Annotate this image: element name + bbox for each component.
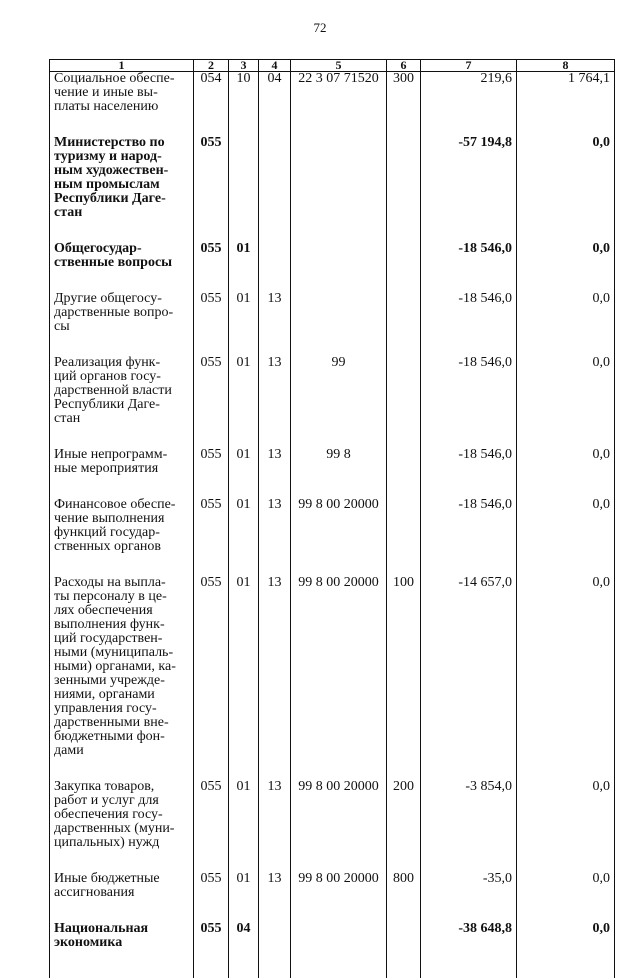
subsection-code-cell [259,922,291,950]
spacer-cell [50,900,194,922]
spacer-cell [291,270,387,292]
target-article-cell: 99 [291,356,387,426]
table-row [50,292,615,334]
ministry-code-cell: 055 [194,292,229,334]
amount-change-cell: -57 194,8 [421,136,517,220]
spacer-cell [259,220,291,242]
section-code-cell: 01 [229,356,259,426]
spacer-cell [291,426,387,448]
spacer-cell [421,114,517,136]
spacer-cell [517,900,615,922]
ministry-code-cell: 055 [194,872,229,900]
amount-col8-cell: 0,0 [517,780,615,850]
spacer-cell [517,758,615,780]
subsection-code-cell [259,136,291,220]
ministry-code-cell: 055 [194,922,229,950]
spacer-cell [50,950,194,978]
ministry-code-cell: 055 [194,242,229,270]
spacer-cell [229,114,259,136]
row-spacer [50,900,615,922]
spacer-cell [517,426,615,448]
spacer-cell [517,220,615,242]
budget-table [49,59,615,978]
target-article-cell [291,292,387,334]
spacer-cell [229,554,259,576]
spacer-cell [421,950,517,978]
amount-col8-cell: 0,0 [517,498,615,554]
item-name-cell: Министерство по туризму и народ- ным художествен- ным промыслам Республики Даге- стан [50,136,194,220]
row-spacer [50,554,615,576]
column-header-8: 8 [517,60,615,72]
spacer-cell [387,554,421,576]
spacer-cell [194,900,229,922]
amount-change-cell: 219,6 [421,72,517,115]
amount-change-cell: -18 546,0 [421,292,517,334]
section-code-cell: 01 [229,242,259,270]
spacer-cell [517,850,615,872]
row-spacer [50,476,615,498]
section-code-cell: 04 [229,922,259,950]
target-article-cell: 99 8 00 20000 [291,780,387,850]
spacer-cell [229,426,259,448]
spacer-cell [387,850,421,872]
spacer-cell [291,114,387,136]
subsection-code-cell: 13 [259,356,291,426]
spacer-cell [229,758,259,780]
spacer-cell [259,900,291,922]
amount-change-cell: -35,0 [421,872,517,900]
expense-type-cell [387,292,421,334]
spacer-cell [194,334,229,356]
item-name-cell: Другие общегосу- дарственные вопро- сы [50,292,194,334]
spacer-cell [259,554,291,576]
amount-col8-cell: 1 764,1 [517,72,615,115]
expense-type-cell [387,448,421,476]
amount-col8-cell: 0,0 [517,576,615,758]
spacer-cell [259,114,291,136]
spacer-cell [291,950,387,978]
item-name-cell: Реализация функ- ций органов госу- дарственной власти Республики Даге- стан [50,356,194,426]
table-row [50,576,615,758]
spacer-cell [421,476,517,498]
spacer-cell [194,220,229,242]
table-header [50,60,615,72]
section-code-cell: 01 [229,872,259,900]
spacer-cell [50,426,194,448]
spacer-cell [421,554,517,576]
spacer-cell [259,426,291,448]
header-row [50,60,615,72]
ministry-code-cell: 055 [194,780,229,850]
spacer-cell [50,554,194,576]
ministry-code-cell: 055 [194,576,229,758]
ministry-code-cell: 055 [194,356,229,426]
expense-type-cell [387,136,421,220]
expense-type-cell: 800 [387,872,421,900]
spacer-cell [387,220,421,242]
amount-col8-cell: 0,0 [517,136,615,220]
subsection-code-cell: 13 [259,498,291,554]
column-header-6: 6 [387,60,421,72]
expense-type-cell [387,242,421,270]
target-article-cell [291,242,387,270]
spacer-cell [291,758,387,780]
table-row [50,448,615,476]
column-header-3: 3 [229,60,259,72]
spacer-cell [194,114,229,136]
spacer-cell [50,270,194,292]
expense-type-cell [387,922,421,950]
section-code-cell: 01 [229,780,259,850]
amount-col8-cell: 0,0 [517,872,615,900]
column-header-5: 5 [291,60,387,72]
section-code-cell: 01 [229,498,259,554]
spacer-cell [50,334,194,356]
spacer-cell [421,850,517,872]
target-article-cell: 99 8 00 20000 [291,576,387,758]
table-row [50,72,615,115]
spacer-cell [194,850,229,872]
page-number: 72 [0,20,640,36]
column-header-2: 2 [194,60,229,72]
spacer-cell [194,554,229,576]
spacer-cell [517,554,615,576]
table-row [50,872,615,900]
item-name-cell: Финансовое обеспе- чение выполнения функций государ- ственных органов [50,498,194,554]
spacer-cell [229,334,259,356]
spacer-cell [259,476,291,498]
spacer-cell [421,426,517,448]
spacer-cell [50,220,194,242]
spacer-cell [421,334,517,356]
spacer-cell [387,270,421,292]
table-row [50,136,615,220]
expense-type-cell: 100 [387,576,421,758]
budget-table-container [49,59,614,849]
expense-type-cell: 200 [387,780,421,850]
spacer-cell [229,476,259,498]
expense-type-cell: 300 [387,72,421,115]
ministry-code-cell: 054 [194,72,229,115]
spacer-cell [517,114,615,136]
section-code-cell: 01 [229,292,259,334]
target-article-cell: 99 8 [291,448,387,476]
section-code-cell: 10 [229,72,259,115]
spacer-cell [421,758,517,780]
spacer-cell [517,950,615,978]
amount-change-cell: -3 854,0 [421,780,517,850]
spacer-cell [229,220,259,242]
spacer-cell [387,900,421,922]
item-name-cell: Закупка товаров, работ и услуг для обеспечения госу- дарственных (муни- ципальных) нужд [50,780,194,850]
spacer-cell [387,426,421,448]
spacer-cell [50,758,194,780]
subsection-code-cell: 13 [259,780,291,850]
target-article-cell [291,922,387,950]
amount-col8-cell: 0,0 [517,356,615,426]
spacer-cell [50,476,194,498]
amount-change-cell: -18 546,0 [421,356,517,426]
amount-change-cell: -18 546,0 [421,498,517,554]
expense-type-cell [387,498,421,554]
row-spacer [50,220,615,242]
spacer-cell [291,850,387,872]
spacer-cell [259,270,291,292]
spacer-cell [194,950,229,978]
spacer-cell [229,850,259,872]
spacer-cell [50,850,194,872]
spacer-cell [517,334,615,356]
row-spacer [50,850,615,872]
spacer-cell [291,220,387,242]
row-spacer [50,334,615,356]
spacer-cell [229,900,259,922]
amount-col8-cell: 0,0 [517,922,615,950]
section-code-cell: 01 [229,448,259,476]
spacer-cell [517,476,615,498]
subsection-code-cell: 13 [259,872,291,900]
ministry-code-cell: 055 [194,448,229,476]
spacer-cell [194,758,229,780]
table-body [50,72,615,978]
spacer-cell [291,900,387,922]
item-name-cell: Расходы на выпла- ты персоналу в це- лях обеспечения выполнения функ- ций государствен- ными (муниципаль- ными) органами, ка- зенными учрежде- ниями, органами управления госу- дарственными вне- бюджетными фон- дами [50,576,194,758]
spacer-cell [387,476,421,498]
spacer-cell [194,426,229,448]
amount-change-cell: -38 648,8 [421,922,517,950]
spacer-cell [291,476,387,498]
spacer-cell [291,334,387,356]
spacer-cell [517,270,615,292]
target-article-cell: 99 8 00 20000 [291,872,387,900]
ministry-code-cell: 055 [194,498,229,554]
target-article-cell: 22 3 07 71520 [291,72,387,115]
amount-col8-cell: 0,0 [517,242,615,270]
spacer-cell [194,270,229,292]
spacer-cell [194,476,229,498]
spacer-cell [387,950,421,978]
spacer-cell [421,900,517,922]
spacer-cell [259,334,291,356]
spacer-cell [421,220,517,242]
column-header-7: 7 [421,60,517,72]
spacer-cell [259,950,291,978]
spacer-cell [421,270,517,292]
row-spacer [50,426,615,448]
spacer-cell [259,758,291,780]
subsection-code-cell: 13 [259,292,291,334]
item-name-cell: Национальная экономика [50,922,194,950]
spacer-cell [387,758,421,780]
spacer-cell [229,270,259,292]
spacer-cell [387,114,421,136]
table-row [50,356,615,426]
item-name-cell: Социальное обеспе- чение и иные вы- платы населению [50,72,194,115]
item-name-cell: Общегосудар- ственные вопросы [50,242,194,270]
amount-col8-cell: 0,0 [517,448,615,476]
column-header-4: 4 [259,60,291,72]
row-spacer [50,114,615,136]
row-spacer [50,270,615,292]
spacer-cell [50,114,194,136]
section-code-cell [229,136,259,220]
expense-type-cell [387,356,421,426]
target-article-cell [291,136,387,220]
amount-change-cell: -14 657,0 [421,576,517,758]
table-row [50,780,615,850]
spacer-cell [387,334,421,356]
row-spacer [50,758,615,780]
ministry-code-cell: 055 [194,136,229,220]
table-row [50,498,615,554]
row-spacer [50,950,615,978]
spacer-cell [229,950,259,978]
subsection-code-cell: 13 [259,448,291,476]
amount-change-cell: -18 546,0 [421,242,517,270]
column-header-1: 1 [50,60,194,72]
table-row [50,922,615,950]
item-name-cell: Иные непрограмм- ные мероприятия [50,448,194,476]
spacer-cell [291,554,387,576]
amount-col8-cell: 0,0 [517,292,615,334]
subsection-code-cell: 04 [259,72,291,115]
table-row [50,242,615,270]
subsection-code-cell [259,242,291,270]
spacer-cell [259,850,291,872]
target-article-cell: 99 8 00 20000 [291,498,387,554]
section-code-cell: 01 [229,576,259,758]
amount-change-cell: -18 546,0 [421,448,517,476]
item-name-cell: Иные бюджетные ассигнования [50,872,194,900]
subsection-code-cell: 13 [259,576,291,758]
